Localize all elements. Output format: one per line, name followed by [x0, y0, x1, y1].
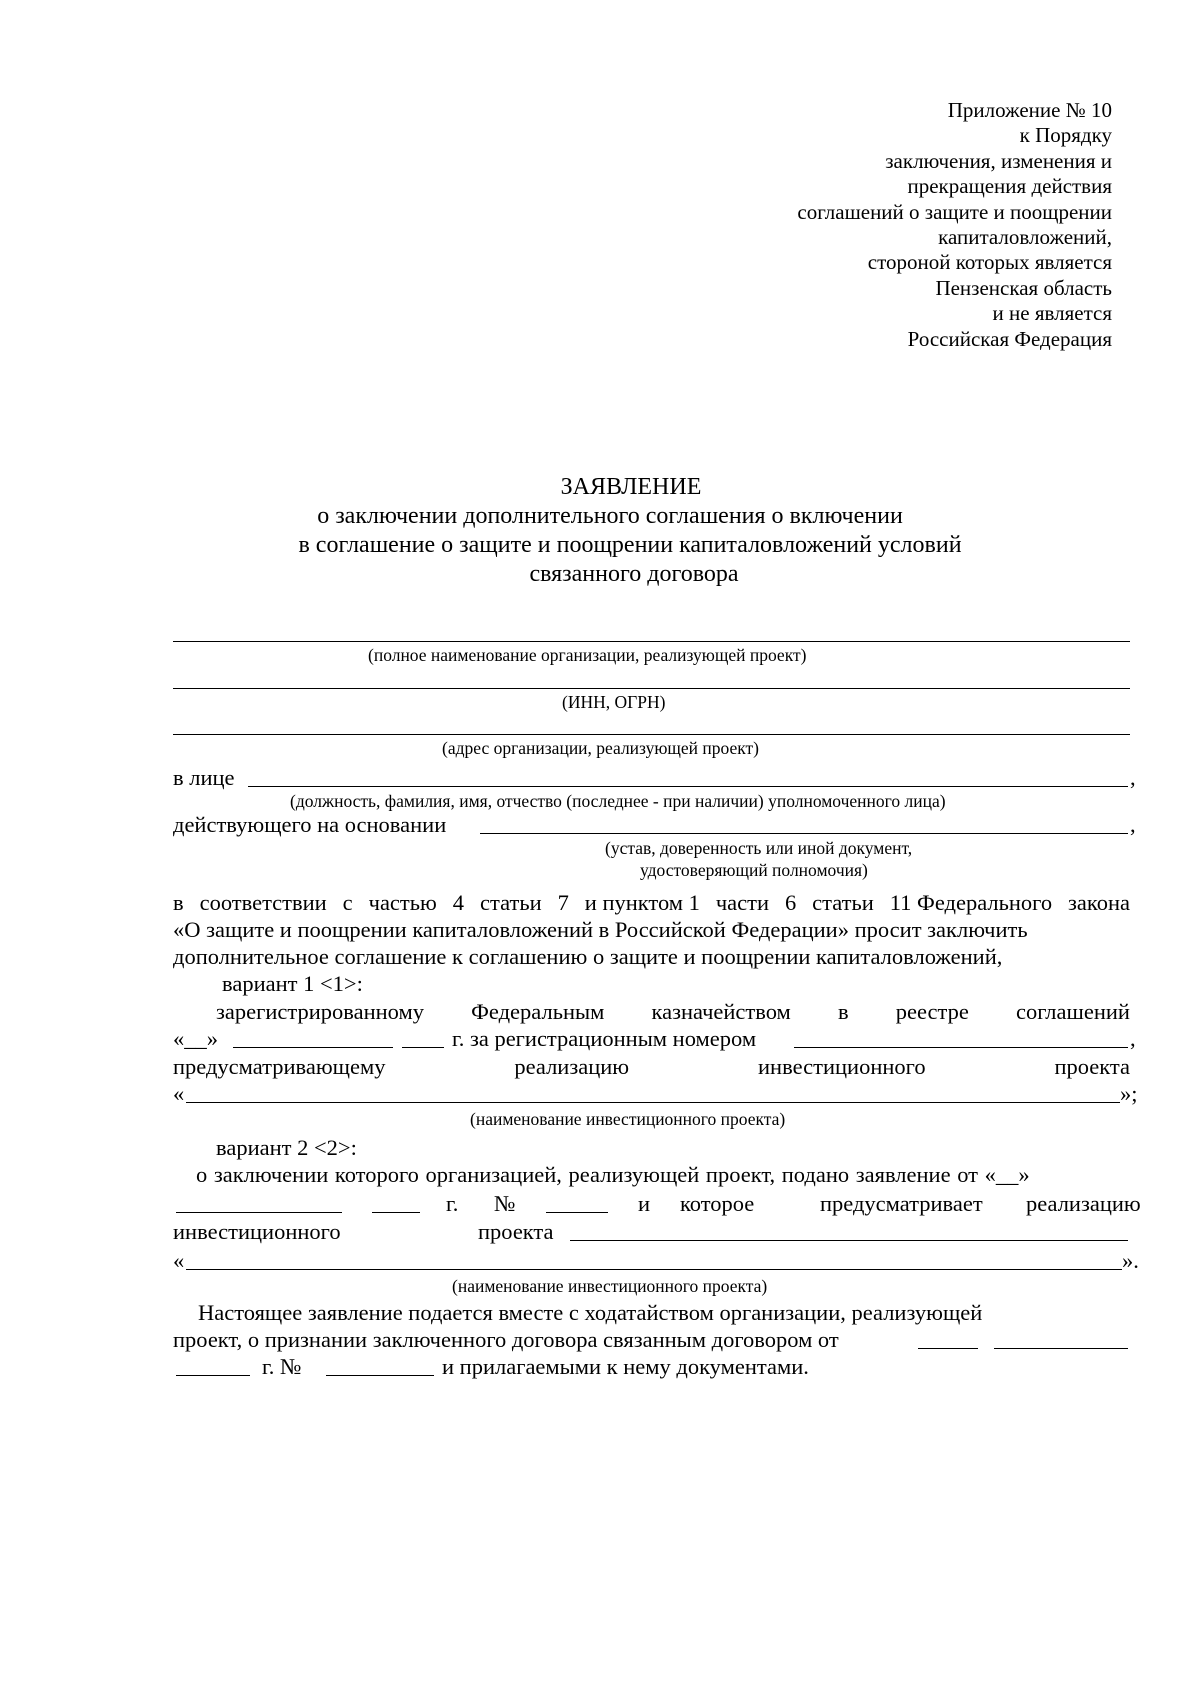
appendix-line: соглашений о защите и поощрении: [797, 199, 1112, 224]
appendix-line: прекращения действия: [907, 174, 1112, 199]
paragraph-line: о заключении которого организацией, реализующей проект, подано заявление от «__»: [196, 1162, 1030, 1187]
application-number-field[interactable]: [546, 1212, 608, 1213]
quote-close: »;: [1120, 1081, 1138, 1106]
registration-label: г. за регистрационным номером: [452, 1026, 757, 1051]
application-month-field[interactable]: [176, 1212, 342, 1213]
basis-label: действующего на основании: [173, 812, 447, 837]
year-number-label: г. №: [262, 1354, 302, 1379]
word: реализацию: [1026, 1191, 1141, 1216]
word: частью: [368, 890, 437, 915]
registration-year-field[interactable]: [402, 1047, 444, 1048]
word: статьи: [812, 890, 874, 915]
in-person-label: в лице: [173, 765, 235, 790]
paragraph-line: [173, 1053, 1130, 1080]
basis-document-field[interactable]: [480, 833, 1128, 834]
appendix-line: заключения, изменения и: [885, 148, 1112, 173]
word: инвестиционного: [173, 1219, 341, 1244]
word: которое: [680, 1191, 755, 1216]
comma: ,: [1130, 1026, 1136, 1051]
address-field[interactable]: [173, 734, 1130, 735]
project-name-caption: (наименование инвестиционного проекта): [452, 1276, 768, 1296]
number-label: №: [494, 1191, 516, 1216]
authorized-person-field[interactable]: [248, 786, 1128, 787]
word: предусматривающему: [173, 1054, 386, 1079]
word: проекта: [1054, 1054, 1130, 1079]
appendix-line: стороной которых является: [867, 250, 1112, 275]
project-field-2a[interactable]: [570, 1240, 1128, 1241]
person-caption: (должность, фамилия, имя, отчество (последнее - при наличии) уполномоченного лица): [290, 791, 946, 811]
word: зарегистрированному: [216, 999, 424, 1024]
variant-1-label: вариант 1 <1>:: [222, 971, 363, 996]
inn-ogrn-field[interactable]: [173, 688, 1130, 689]
paragraph-line: дополнительное соглашение к соглашению о защите и поощрении капиталовложений,: [173, 944, 1003, 969]
contract-month-field[interactable]: [994, 1348, 1128, 1349]
word: статьи: [479, 890, 542, 915]
application-year-field[interactable]: [372, 1212, 420, 1213]
word: 7: [557, 890, 569, 915]
word: в: [837, 999, 849, 1024]
contract-day-field[interactable]: [918, 1348, 978, 1349]
comma: ,: [1130, 765, 1136, 790]
variant-2-label: вариант 2 <2>:: [216, 1135, 357, 1160]
org-name-field[interactable]: [173, 641, 1130, 642]
paragraph-line: «О защите и поощрении капиталовложений в Российской Федерации» просит заключить: [173, 917, 1028, 942]
document-title: [170, 473, 1130, 589]
paragraph-line: проект, о признании заключенного договора связанным договором от: [173, 1327, 839, 1352]
word: 4: [452, 890, 465, 915]
project-name-field-1[interactable]: [186, 1102, 1120, 1103]
contract-number-field[interactable]: [326, 1375, 434, 1376]
appendix-line: капиталовложений,: [938, 225, 1112, 250]
word: соответствии: [199, 890, 327, 915]
registration-number-field[interactable]: [794, 1047, 1128, 1048]
title-line: связанного договора: [529, 561, 739, 587]
word: реализацию: [514, 1054, 630, 1079]
comma: ,: [1130, 812, 1136, 837]
word: 11 Федерального: [889, 890, 1053, 915]
paragraph-line: [173, 889, 1130, 916]
word: и: [638, 1191, 651, 1216]
paragraph-line: и прилагаемыми к нему документами.: [442, 1354, 809, 1379]
title-heading: ЗАЯВЛЕНИЕ: [560, 474, 702, 500]
word: закона: [1068, 890, 1130, 915]
appendix-block: [692, 98, 1112, 352]
project-name-field-2[interactable]: [186, 1269, 1122, 1270]
word: инвестиционного: [758, 1054, 926, 1079]
address-caption: (адрес организации, реализующей проект): [442, 738, 759, 758]
appendix-line: Приложение № 10: [947, 98, 1112, 122]
registration-month-field[interactable]: [233, 1047, 393, 1048]
paragraph-line: Настоящее заявление подается вместе с ходатайством организации, реализующей: [198, 1300, 983, 1325]
paragraph-line: [216, 998, 1130, 1025]
title-line: о заключении дополнительного соглашения о включении: [317, 503, 903, 529]
registration-day: «__»: [173, 1026, 218, 1051]
year-label: г.: [446, 1191, 459, 1216]
project-name-caption: (наименование инвестиционного проекта): [470, 1109, 786, 1129]
word: 6: [784, 890, 797, 915]
quote-open: «: [173, 1248, 185, 1273]
appendix-line: к Порядку: [1019, 123, 1112, 148]
org-name-caption: (полное наименование организации, реализующей проект): [368, 645, 807, 665]
quote-close: ».: [1122, 1248, 1139, 1273]
word: части: [715, 890, 770, 915]
contract-year-field[interactable]: [176, 1375, 250, 1376]
appendix-line: Пензенская область: [935, 275, 1112, 300]
word: соглашений: [1015, 999, 1130, 1024]
word: в: [173, 890, 184, 915]
word: с: [342, 890, 353, 915]
basis-caption: удостоверяющий полномочия): [640, 860, 868, 880]
appendix-line: Российская Федерация: [907, 326, 1112, 351]
word: казначейством: [651, 999, 791, 1024]
word: и пунктом 1: [584, 890, 700, 915]
quote-open: «: [173, 1081, 185, 1106]
inn-caption: (ИНН, ОГРН): [562, 692, 666, 712]
appendix-line: и не является: [992, 301, 1112, 326]
word: предусматривает: [820, 1191, 983, 1216]
word: реестре: [895, 999, 969, 1024]
word: Федеральным: [471, 999, 605, 1024]
title-line: в соглашение о защите и поощрении капиталовложений условий: [298, 532, 962, 558]
basis-caption: (устав, доверенность или иной документ,: [605, 838, 913, 858]
word: проекта: [478, 1219, 554, 1244]
